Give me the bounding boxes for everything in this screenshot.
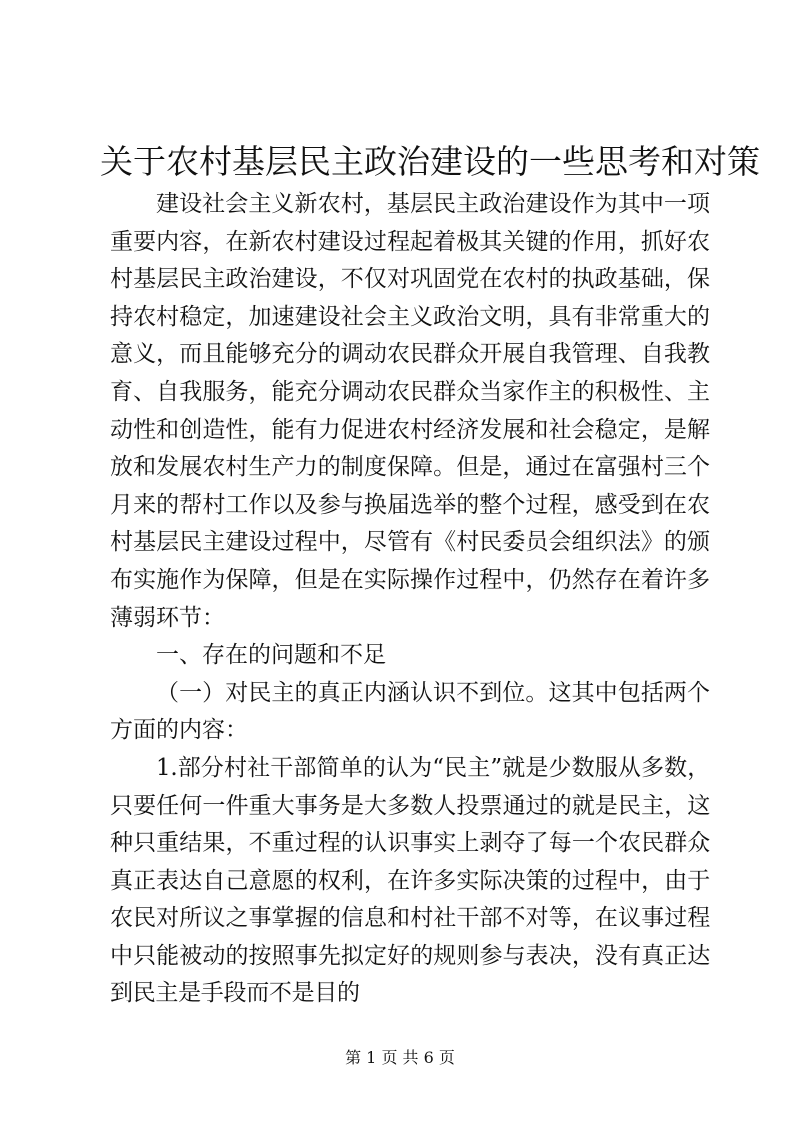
section-heading: 一、存在的问题和不足 (156, 642, 386, 669)
document-title: 关于农村基层民主政治建设的一些思考和对策 (100, 142, 760, 181)
intro-paragraph: 建设社会主义新农村，基层民主政治建设作为其中一项重要内容，在新农村建设过程起着极其关键的作用，抓好农村基层民主政治建设，不仅对巩固党在农村的执政基础，保持农村稳定，加速建设社会主义政治文明，具有非常重大的意义，而且能够充分的调动农民群众开展自我管理、自我教育、自我服务，能充分调动农民群众当家作主的积极性、主动性和创造性，能有力促进农村经济发展和社会稳定，是解放和发展农村生产力的制度保障。但是，通过在富强村三个月来的帮村工作以及参与换届选举的整个过程，感受到在农村基层民主建设过程中，尽管有《村民委员会组织法》的颁布实施作为保障，但是在实际操作过程中，仍然存在着许多薄弱环节： (110, 191, 710, 631)
point-one-paragraph: 1.部分村社干部简单的认为“民主”就是少数服从多数，只要任何一件重大事务是大多数人投票通过的就是民主，这种只重结果，不重过程的认识事实上剥夺了每一个农民群众真正表达自己意愿的权利，在许多实际决策的过程中，由于农民对所议之事掌握的信息和村社干部不对等，在议事过程中只能被动的按照事先拟定好的规则参与表决，没有真正达到民主是手段而不是目的 (110, 754, 710, 1007)
page-number: 第 1 页 共 6 页 (345, 1048, 455, 1067)
subsection-heading: （一）对民主的真正内涵认识不到位。这其中包括两个方面的内容： (110, 679, 710, 744)
document-body (110, 186, 710, 1013)
